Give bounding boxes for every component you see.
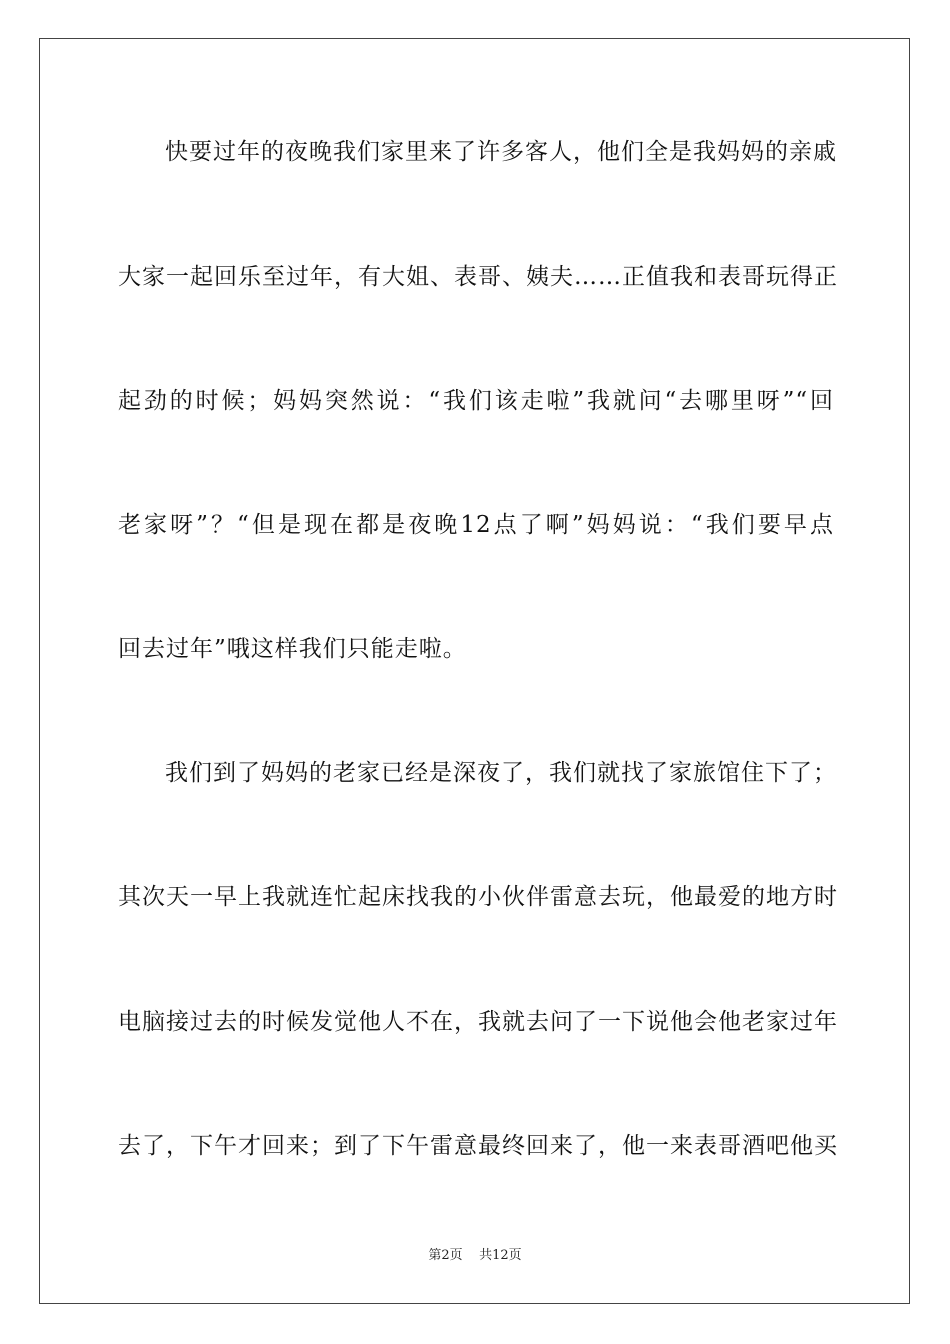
page-number-footer: 第2页 共12页 bbox=[428, 1248, 522, 1263]
page-border bbox=[39, 38, 910, 1304]
paragraph-1-line-4: 老家呀”？“但是现在都是夜晚12点了啊”妈妈说：“我们要早点 bbox=[118, 512, 834, 538]
paragraph-1-line-5: 回去过年”哦这样我们只能走啦。 bbox=[118, 636, 467, 662]
paragraph-1-line-1: 快要过年的夜晚我们家里来了许多客人，他们全是我妈妈的亲戚 bbox=[165, 139, 837, 165]
paragraph-2-line-3: 电脑接过去的时候发觉他人不在，我就去问了一下说他会他老家过年 bbox=[118, 1009, 838, 1035]
paragraph-2-line-4: 去了，下午才回来；到了下午雷意最终回来了，他一来表哥酒吧他买 bbox=[118, 1133, 838, 1159]
paragraph-1-line-2: 大家一起回乐至过年，有大姐、表哥、姨夫……正值我和表哥玩得正 bbox=[118, 264, 838, 290]
paragraph-1-line-3: 起劲的时候；妈妈突然说：“我们该走啦”我就问“去哪里呀”“回 bbox=[118, 388, 834, 414]
paragraph-2-line-2: 其次天一早上我就连忙起床找我的小伙伴雷意去玩，他最爱的地方时 bbox=[118, 884, 838, 910]
paragraph-2-line-1: 我们到了妈妈的老家已经是深夜了，我们就找了家旅馆住下了； bbox=[165, 760, 837, 786]
